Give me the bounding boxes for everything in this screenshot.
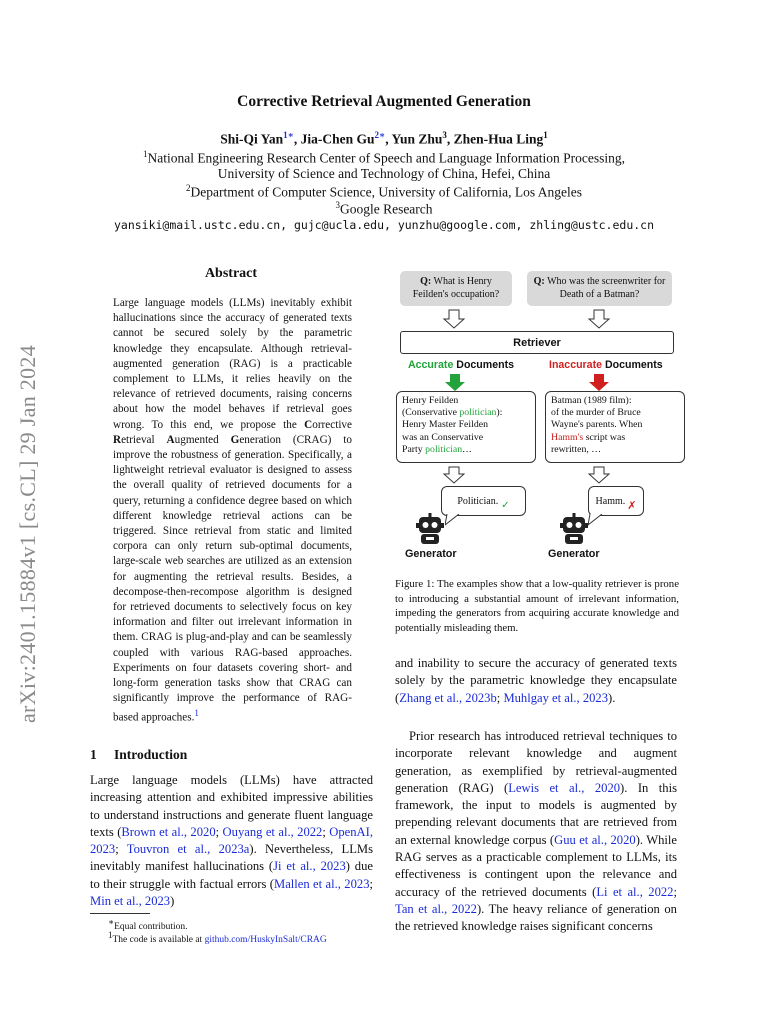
highlight-irrelevant: Hamm's: [551, 431, 584, 443]
affiliation-3: [0, 200, 768, 218]
affiliation-1-line-1: [0, 149, 768, 167]
inaccurate-word: Inaccurate: [549, 359, 602, 371]
affiliation-mark: 1: [142, 149, 148, 159]
citation-link[interactable]: Muhlgay et al., 2023: [503, 690, 609, 705]
affiliation-mark: 3: [335, 200, 340, 210]
affiliation-text: National Engineering Research Center of Speech and Language Information Processing,: [147, 150, 626, 166]
citation-link[interactable]: Guu et al., 2020: [554, 832, 636, 847]
accurate-document: Henry Feilden (Conservative politician): Henry Master Feilden was an Conservative Party politician…: [396, 391, 536, 463]
author-mark: 1∗: [283, 130, 294, 140]
query-box-1: [400, 271, 512, 306]
affiliation-text: Department of Computer Science, University of California, Los Angeles: [190, 184, 582, 200]
abstract-text: (CRAG) to improve the robustness of generation. Specifically, a lightweight retrieval evaluator is designed to assess the overall quality of retrieved documents for a query, returning a confidence degree based on which different knowledge retrieval actions can be triggered. Since retrieval from static and limited corpora can only return sub-optimal documents, large-scale web searches are utilized as an extension for augmenting the retrieval results. Besides, a decompose-then-recompose algorithm is designed for retrieved documents to selectively focus on key information and filter out irrelevant information in them. CRAG is plug-and-play and can be seamlessly coupled with various RAG-based approaches. Experiments on four datasets covering short- and long-form generation tasks show that CRAG can significantly improve the performance of RAG-based approaches.: [113, 433, 352, 725]
citation-link[interactable]: Min et al., 2023: [90, 894, 171, 909]
accurate-word: Accurate: [408, 359, 454, 371]
crag-word: eneration: [239, 433, 281, 446]
footnote-text: The code is available at: [112, 935, 205, 946]
documents-word: Documents: [456, 359, 514, 371]
red-down-arrow-icon: [589, 374, 609, 391]
citation-link[interactable]: Mallen et al., 2023: [274, 876, 370, 891]
author-name: Shi-Qi Yan: [220, 131, 284, 147]
query-box-2: [527, 271, 672, 306]
abstract-body: [113, 296, 352, 726]
citation-link[interactable]: Touvron et al., 2023a: [126, 842, 250, 857]
figure-1-caption: Figure 1: The examples show that a low-quality retriever is prone to introducing a substantial amount of irrelevant information, impeding the generators from acquiring accurate knowledge and potentially misleading them.: [395, 578, 679, 634]
highlight-relevant: politician: [459, 407, 497, 419]
query-label: Q:: [420, 276, 432, 287]
down-arrow-icon: [588, 309, 610, 329]
query-label: Q:: [533, 276, 545, 287]
citation-link[interactable]: Ouyang et al., 2022: [222, 824, 323, 839]
answer-bubble-correct: [441, 486, 526, 516]
citation-link[interactable]: Zhang et al., 2023b: [399, 690, 497, 705]
answer-text: Hamm.: [595, 495, 626, 507]
green-down-arrow-icon: [445, 374, 465, 391]
author-mark: 2∗: [374, 130, 386, 140]
query-text: What is Henry Feilden's occupation?: [412, 276, 500, 300]
footnote-2: [108, 929, 327, 946]
crag-initial: R: [113, 433, 122, 446]
retriever-box: [400, 331, 674, 354]
speech-tail-icon: [445, 514, 463, 526]
affiliation-2: [0, 183, 768, 201]
author-name: Zhen-Hua Ling: [453, 131, 544, 147]
author-mark: 1: [543, 130, 548, 140]
crag-initial: A: [166, 433, 175, 446]
crag-word: ugmented: [174, 433, 231, 446]
affiliation-mark: 2: [186, 183, 191, 193]
citation-link[interactable]: Brown et al., 2020: [121, 824, 216, 839]
footnote-text: Equal contribution.: [114, 922, 188, 933]
cross-icon: ✗: [627, 499, 637, 512]
inaccurate-documents-label: [549, 359, 663, 371]
footnote-mark: 1: [108, 930, 113, 940]
crag-initial: C: [304, 418, 313, 431]
down-arrow-icon: [443, 466, 465, 484]
intro-paragraph-2: Prior research has introduced retrieval techniques to incorporate relevant knowledge and augment generation, as exemplified by retrieval-augmented generation (RAG) (Lewis et al., 2020). In this framework, the input to models is augmented by prepending relevant documents that are retrieved from an external knowledge corpus (Guu et al., 2020). While RAG serves as a practicable complement to LLMs, its effectiveness is contingent upon the relevance and accuracy of the retrieved documents (Li et al., 2022; Tan et al., 2022). The heavy reliance of generation on the retrieved knowledge raises significant concerns: [395, 729, 677, 934]
section-number: 1: [90, 747, 97, 762]
paper-title: Corrective Retrieval Augmented Generation: [237, 93, 531, 110]
retriever-label: Retriever: [513, 336, 561, 349]
down-arrow-icon: [443, 309, 465, 329]
intro-paragraph-1: Large language models (LLMs) have attracted increasing attention and exhibited impressive abilities to understand instructions and generate fluent language texts (Brown et al., 2020; Ouyang et al., 2022; OpenAI, 2023; Touvron et al., 2023a). Nevertheless, LLMs inevitably manifest hallucinations (Ji et al., 2023) due to their struggle with factual errors (Mallen et al., 2023; Min et al., 2023): [90, 773, 373, 909]
section-title: Introduction: [114, 747, 188, 762]
abstract-heading: Abstract: [204, 266, 258, 281]
author-mark: 3: [442, 130, 447, 140]
inaccurate-document: Batman (1989 film): of the murder of Bruce Wayne's parents. When Hamm's script was rewritten, …: [545, 391, 685, 463]
query-text: Who was the screenwriter for Death of a Batman?: [547, 276, 666, 300]
footnote-rule: [90, 913, 150, 914]
citation-link[interactable]: Ji et al., 2023: [273, 859, 346, 874]
crag-word: orrective: [312, 418, 352, 431]
section-heading-introduction: [90, 747, 187, 763]
footnote-mark: ∗: [108, 917, 115, 927]
abstract-text: Large language models (LLMs) inevitably exhibit hallucinations since the accuracy of generated texts cannot be secured solely by the parametric knowledge they encapsulate. Although retrieval-augmented generation (RAG) is a practicable complement to LLMs, it relies heavily on the relevance of retrieved documents, raising concerns about how the model behaves if retrieval goes wrong. To this end, we propose the: [113, 297, 352, 431]
citation-link[interactable]: Li et al., 2022: [596, 884, 674, 899]
author-name: Jia-Chen Gu: [300, 131, 375, 147]
figure-1: [395, 268, 679, 568]
citation-link[interactable]: OpenAI, 2023: [90, 824, 373, 857]
highlight-relevant: politician: [425, 443, 463, 455]
affiliation-1-line-2: University of Science and Technology of China, Hefei, China: [217, 166, 551, 181]
footnote-ref[interactable]: 1: [194, 708, 199, 719]
accurate-documents-label: [408, 359, 514, 371]
robot-icon: [557, 513, 591, 545]
arxiv-identifier-text: arXiv:2401.15884v1 [cs.CL] 29 Jan 2024: [15, 344, 40, 724]
arxiv-identifier: [14, 324, 42, 744]
crag-word: etrieval: [121, 433, 167, 446]
robot-icon: [413, 513, 447, 545]
citation-link[interactable]: Lewis et al., 2020: [508, 780, 621, 795]
crag-initial: G: [230, 433, 240, 446]
author-name: Yun Zhu: [391, 131, 443, 147]
generator-label: Generator: [405, 548, 457, 560]
citation-link[interactable]: Tan et al., 2022: [395, 901, 477, 916]
generator-label: Generator: [548, 548, 600, 560]
documents-word: Documents: [604, 359, 663, 371]
answer-text: Politician.: [457, 495, 499, 507]
down-arrow-icon: [588, 466, 610, 484]
check-icon: ✓: [501, 499, 510, 511]
affiliation-text: Google Research: [339, 201, 433, 217]
answer-bubble-wrong: [588, 486, 644, 516]
author-list: Shi-Qi Yan$^{1∗}$, Jia-Chen $Gu^{2∗}$, Yun Zhu$^3$, Zhen-Hua Ling$^1$: [220, 130, 548, 147]
intro-paragraph-1-continued: and inability to secure the accuracy of generated texts solely by the parametric knowledge they encapsulate (Zhang et al., 2023b; Muhlgay et al., 2023).: [395, 656, 677, 705]
author-emails: yansiki@mail.ustc.edu.cn, gujc@ucla.edu, yunzhu@google.com, zhling@ustc.edu.cn: [113, 218, 655, 232]
code-link[interactable]: github.com/HuskyInSalt/CRAG: [204, 935, 327, 946]
